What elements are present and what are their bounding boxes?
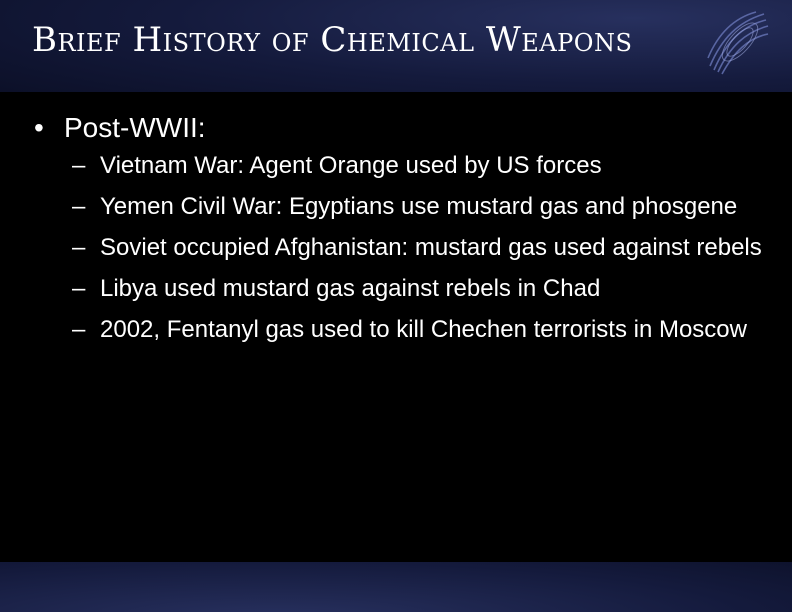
swirl-logo-icon — [704, 8, 770, 76]
bullet-marker: • — [34, 112, 44, 143]
slide-content — [0, 92, 792, 562]
sub-bullet-item — [72, 150, 762, 182]
sub-bullet-item — [72, 314, 762, 346]
footer-bar — [0, 562, 792, 612]
sub-bullet-text: 2002, Fentanyl gas used to kill Chechen terrorists in Moscow — [100, 316, 747, 343]
sub-bullet-list — [72, 150, 762, 355]
sub-bullet-marker: – — [72, 316, 86, 343]
sub-bullet-item — [72, 191, 762, 223]
main-bullet-text: Post-WWII: — [64, 112, 206, 143]
sub-bullet-item — [72, 232, 762, 264]
sub-bullet-text: Yemen Civil War: Egyptians use mustard gas and phosgene — [100, 193, 738, 220]
sub-bullet-text: Vietnam War: Agent Orange used by US forces — [100, 152, 602, 179]
sub-bullet-marker: – — [72, 275, 86, 302]
sub-bullet-text: Libya used mustard gas against rebels in Chad — [100, 275, 601, 302]
slide-title: Brief History of Chemical Weapons — [32, 20, 633, 60]
sub-bullet-marker: – — [72, 152, 86, 179]
main-bullet — [34, 110, 206, 146]
sub-bullet-text: Soviet occupied Afghanistan: mustard gas used against rebels — [100, 234, 762, 261]
sub-bullet-item — [72, 273, 762, 305]
sub-bullet-marker: – — [72, 234, 86, 261]
title-bar — [0, 0, 792, 92]
sub-bullet-marker: – — [72, 193, 86, 220]
